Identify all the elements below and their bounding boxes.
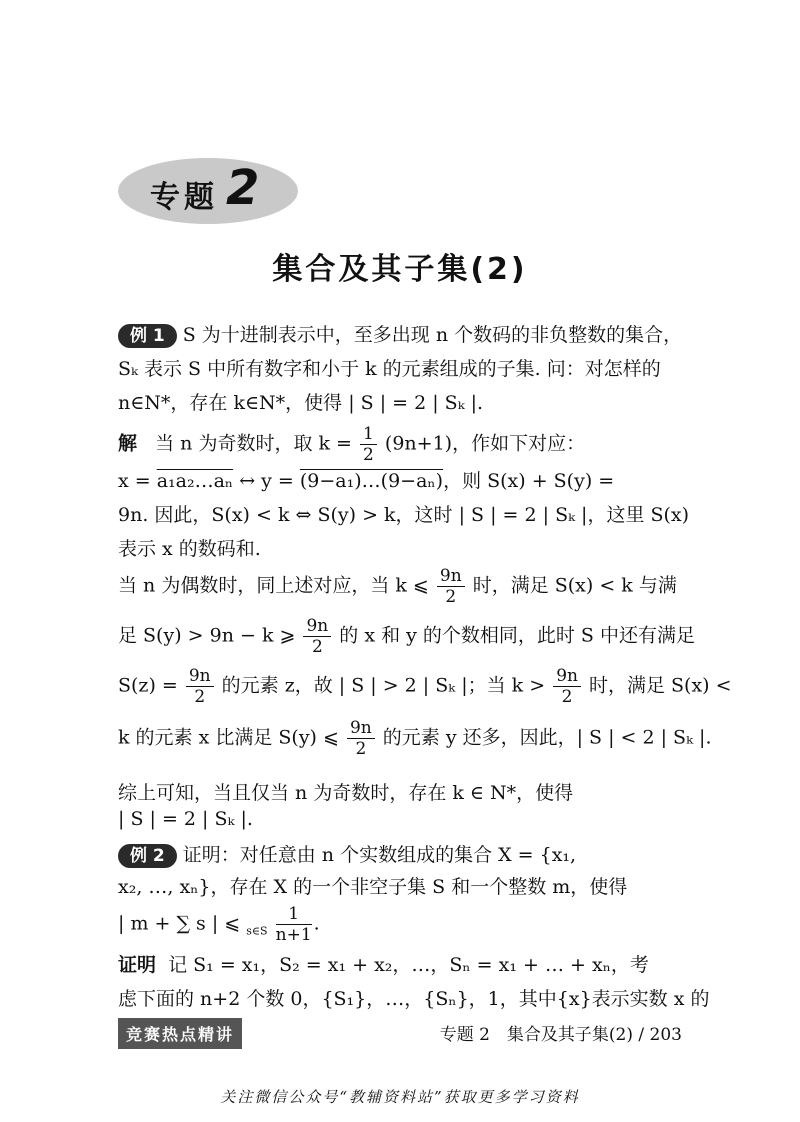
fraction-9n-over-2: $\frac{9n}{2}$ [186,666,214,707]
number-y-digits: (9−a₁)…(9−aₙ) [299,470,444,492]
fraction-one-half: $\frac{1}{2}$ [360,424,377,465]
number-x-digits: a₁a₂…aₙ [156,470,234,492]
proof-label: 证明 [118,954,157,976]
page-title: 集合及其子集(2) [272,252,528,287]
watermark-note: 关注微信公众号“教辅资料站”获取更多学习资料 [220,1088,580,1106]
solution-line1b: (9n+1)，作如下对应： [384,432,586,455]
example2-line-1: 例 2 证明：对任意由 n 个实数组成的集合 X = {x₁, [118,840,686,868]
topic-number: 2 [226,160,260,216]
fraction-9n-over-2: $\frac{9n}{2}$ [303,616,331,657]
sum-subscript: s∈S [246,924,268,938]
example2-inequality: | m + ∑ s | ⩽ $_{s\in S}$ $\frac{1}{n+1}$ . [118,904,320,945]
fraction-9n-over-2: $\frac{9n}{2}$ [553,666,581,707]
solution-line-3: 9n. 因此，S(x) < k ⇔ S(y) > k，这时 | S | = 2 | Sₖ |，这里 S(x) [118,504,690,526]
example2-badge: 例 2 [118,844,177,868]
conclusion-line-2: | S | = 2 | Sₖ |. [118,808,253,830]
solution-line-4: 表示 x 的数码和. [118,538,261,560]
example2-line-2: x₂, …, xₙ}，存在 X 的一个非空子集 S 和一个整数 m，使得 [118,876,628,898]
solution-line-1 [118,424,686,465]
solution-line-8: k 的元素 x 比满足 S(y) ⩽ $\frac{9n}{2}$ 的元素 y 还多，因此，| S | < 2 | Sₖ |. [118,718,712,759]
topic-badge [118,158,298,224]
proof-line-2: 虑下面的 n+2 个数 0，{S₁}，…，{Sₙ}，1，其中{x}表示实数 x 的 [118,988,710,1010]
fraction-one-over-n-plus-one: $\frac{1}{n+1}$ [275,904,312,945]
conclusion-line-1: 综上可知，当且仅当 n 为奇数时，存在 k ∈ N*，使得 [118,782,574,804]
running-footer: 专题 2 集合及其子集(2) / 203 [439,1025,682,1045]
example1-badge: 例 1 [118,324,177,348]
solution-line-6: 足 S(y) > 9n − k ⩾ $\frac{9n}{2}$ 的 x 和 y 的个数相同，此时 S 中还有满足 [118,616,695,657]
topic-word: 专题 [150,180,218,215]
fraction-9n-over-2: $\frac{9n}{2}$ [437,566,465,607]
proof-line-1: 证明 记 S₁ = x₁，S₂ = x₁ + x₂，…，Sₙ = x₁ + … + xₙ，考 [118,954,649,976]
example1-paragraph [118,318,686,420]
series-tag: 竞赛热点精讲 [118,1018,242,1049]
solution-line1a: 当 n 为奇数时，取 k = [155,432,352,455]
solution-line-2: x = a₁a₂…aₙ ↔ y = (9−a₁)…(9−aₙ)，则 S(x) + S(y) = [118,470,615,492]
solution-line-7: S(z) = $\frac{9n}{2}$ 的元素 z，故 | S | > 2 | Sₖ |；当 k > $\frac{9n}{2}$ 时，满足 S(x) < [118,666,732,707]
solution-line-5: 当 n 为偶数时，同上述对应，当 k ⩽ $\frac{9n}{2}$ 时，满足 S(x) < k 与满 [118,566,677,607]
fraction-9n-over-2: $\frac{9n}{2}$ [347,718,375,759]
example1-text: S 为十进制表示中，至多出现 n 个数码的非负整数的集合，Sₖ 表示 S 中所有数字和小于 k 的元素组成的子集. 问：对怎样的 n∈N*，存在 k∈N*，使得 | S | = 2 | Sₖ |. [118,324,683,414]
solution-label: 解 [118,432,138,455]
